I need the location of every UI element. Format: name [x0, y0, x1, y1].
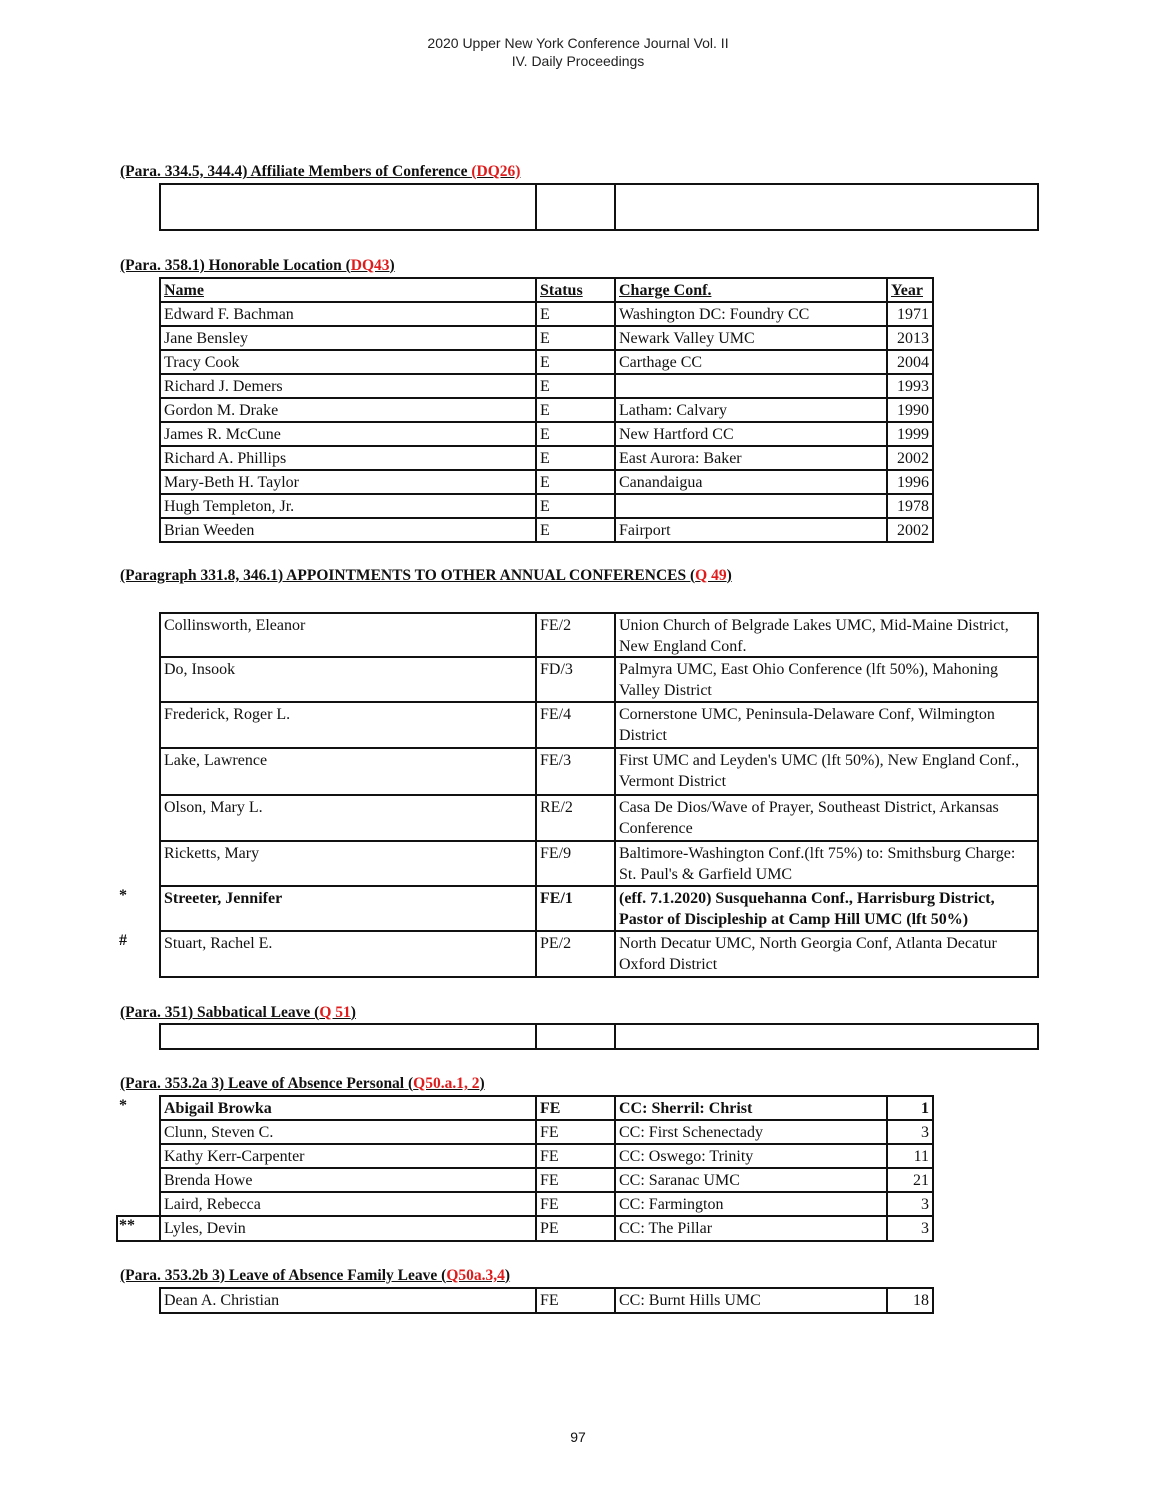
name-cell: Stuart, Rachel E. [164, 935, 273, 952]
sabbatical-table [159, 1023, 1039, 1050]
status-cell: PE [535, 1217, 614, 1241]
years-cell: 3 [886, 1217, 932, 1241]
charge-cell: Baltimore-Washington Conf.(lft 75%) to: Smithsburg Charge: St. Paul's & Garfield UMC [614, 842, 1037, 885]
status-cell: E [535, 399, 614, 421]
name-cell: Lyles, Devin [164, 1220, 246, 1237]
table-row [161, 1121, 932, 1145]
charge-cell: Washington DC: Foundry CC [614, 303, 886, 325]
table-row [161, 351, 932, 375]
row-marker: # [119, 932, 127, 949]
status-cell: E [535, 351, 614, 373]
name-cell: Kathy Kerr-Carpenter [164, 1148, 305, 1165]
year-cell: 1996 [886, 471, 932, 493]
charge-cell: CC: Farmington [614, 1193, 886, 1215]
status-cell: E [535, 471, 614, 493]
charge-cell: Palmyra UMC, East Ohio Conference (lft 50%), Mahoning Valley District [614, 658, 1037, 701]
year-cell: 1990 [886, 399, 932, 421]
table-row [161, 185, 1037, 229]
table-row [161, 796, 1037, 842]
charge-cell: CC: Saranac UMC [614, 1169, 886, 1191]
status-cell: FE/2 [535, 614, 614, 656]
table-row [161, 399, 932, 423]
name-cell: Jane Bensley [164, 330, 248, 347]
name-cell: James R. McCune [164, 426, 281, 443]
section-family-leave-title: (Para. 353.2b 3) Leave of Absence Family Leave (Q50a.3,4) [120, 1267, 511, 1284]
status-cell: FE/3 [535, 749, 614, 794]
name-cell: Hugh Templeton, Jr. [164, 498, 295, 515]
charge-cell [614, 495, 886, 517]
name-cell: Brian Weeden [164, 522, 255, 539]
row-marker: ** [119, 1217, 135, 1234]
row-marker: * [119, 887, 127, 904]
table-row [161, 1217, 932, 1241]
name-cell: Richard A. Phillips [164, 450, 287, 467]
name-cell: Collinsworth, Eleanor [164, 617, 306, 634]
charge-cell: Union Church of Belgrade Lakes UMC, Mid-Maine District, New England Conf. [614, 614, 1037, 656]
table-row [161, 519, 932, 543]
name-cell: Gordon M. Drake [164, 402, 279, 419]
status-cell: FE [535, 1097, 614, 1119]
table-row [161, 1145, 932, 1169]
name-cell: Ricketts, Mary [164, 845, 260, 862]
charge-cell: CC: Oswego: Trinity [614, 1145, 886, 1167]
journal-subtitle: IV. Daily Proceedings [511, 53, 645, 69]
year-cell: 1978 [886, 495, 932, 517]
name-cell: Mary-Beth H. Taylor [164, 474, 299, 491]
charge-cell: (eff. 7.1.2020) Susquehanna Conf., Harrisburg District, Pastor of Discipleship at Camp Hill UMC (lft 50%) [614, 887, 1037, 930]
table-row [161, 495, 932, 519]
table-row [161, 703, 1037, 749]
appointments-table [159, 612, 1039, 978]
table-row [161, 887, 1037, 932]
table-row [161, 614, 1037, 658]
status-cell: PE/2 [535, 932, 614, 976]
charge-cell: CC: First Schenectady [614, 1121, 886, 1143]
status-cell: FE [535, 1121, 614, 1143]
table-header-row [161, 279, 932, 303]
status-cell: E [535, 519, 614, 543]
status-cell: RE/2 [535, 796, 614, 840]
status-cell: E [535, 375, 614, 397]
col-header-status: Status [535, 279, 614, 301]
status-cell: FE [535, 1169, 614, 1191]
year-cell: 2002 [886, 519, 932, 543]
table-row [161, 327, 932, 351]
status-cell: FE [535, 1145, 614, 1167]
years-cell: 11 [886, 1145, 932, 1167]
status-cell: FE [535, 1289, 614, 1312]
table-row [161, 932, 1037, 976]
status-cell: E [535, 327, 614, 349]
table-row [161, 375, 932, 399]
status-cell: E [535, 303, 614, 325]
name-cell: Dean A. Christian [164, 1292, 280, 1309]
col-header-charge: Charge Conf. [614, 279, 886, 301]
year-cell: 2013 [886, 327, 932, 349]
table-row [161, 471, 932, 495]
name-cell: Edward F. Bachman [164, 306, 294, 323]
table-row [161, 1193, 932, 1217]
table-row [161, 1289, 932, 1312]
charge-cell: Fairport [614, 519, 886, 543]
honorable-location-table [159, 277, 934, 543]
name-cell: Brenda Howe [164, 1172, 253, 1189]
year-cell: 2002 [886, 447, 932, 469]
table-row [161, 658, 1037, 703]
years-cell: 3 [886, 1193, 932, 1215]
charge-cell: East Aurora: Baker [614, 447, 886, 469]
name-cell: Clunn, Steven C. [164, 1124, 274, 1141]
name-cell: Olson, Mary L. [164, 799, 263, 816]
name-cell: Richard J. Demers [164, 378, 283, 395]
name-cell: Abigail Browka [164, 1100, 272, 1117]
table-row [161, 1169, 932, 1193]
status-cell: E [535, 423, 614, 445]
years-cell: 18 [886, 1289, 932, 1312]
charge-cell: New Hartford CC [614, 423, 886, 445]
name-cell: Laird, Rebecca [164, 1196, 261, 1213]
status-cell: FE [535, 1193, 614, 1215]
name-cell: Do, Insook [164, 661, 236, 678]
affiliate-table [159, 183, 1039, 231]
family-leave-table [159, 1287, 934, 1314]
year-cell: 1971 [886, 303, 932, 325]
charge-cell: Canandaigua [614, 471, 886, 493]
status-cell: FE/9 [535, 842, 614, 885]
mark-box [116, 1215, 161, 1242]
status-cell: FE/4 [535, 703, 614, 747]
charge-cell: CC: Burnt Hills UMC [614, 1289, 886, 1312]
charge-cell: Casa De Dios/Wave of Prayer, Southeast District, Arkansas Conference [614, 796, 1037, 840]
name-cell: Streeter, Jennifer [164, 890, 283, 907]
table-row [161, 749, 1037, 796]
status-cell: E [535, 447, 614, 469]
table-row [161, 842, 1037, 887]
row-marker: * [119, 1097, 127, 1114]
years-cell: 3 [886, 1121, 932, 1143]
year-cell: 1993 [886, 375, 932, 397]
table-row [161, 447, 932, 471]
status-cell: E [535, 495, 614, 517]
table-row [161, 1097, 932, 1121]
status-cell: FE/1 [535, 887, 614, 930]
section-personal-leave-title: (Para. 353.2a 3) Leave of Absence Personal (Q50.a.1, 2) [120, 1075, 485, 1092]
charge-cell: CC: The Pillar [614, 1217, 886, 1241]
section-appointments-title: (Paragraph 331.8, 346.1) APPOINTMENTS TO OTHER ANNUAL CONFERENCES (Q 49) [120, 567, 732, 584]
status-cell: FD/3 [535, 658, 614, 701]
charge-cell: Latham: Calvary [614, 399, 886, 421]
page-number: 97 [570, 1429, 586, 1445]
name-cell: Lake, Lawrence [164, 752, 268, 769]
table-row [161, 303, 932, 327]
section-affiliate-title: (Para. 334.5, 344.4) Affiliate Members of Conference (DQ26) [120, 163, 521, 180]
charge-cell: CC: Sherril: Christ [614, 1097, 886, 1119]
name-cell: Frederick, Roger L. [164, 706, 291, 723]
charge-cell: First UMC and Leyden's UMC (lft 50%), New England Conf., Vermont District [614, 749, 1037, 794]
table-row [161, 423, 932, 447]
charge-cell: Newark Valley UMC [614, 327, 886, 349]
year-cell: 2004 [886, 351, 932, 373]
years-cell: 1 [886, 1097, 932, 1119]
col-header-year: Year [886, 279, 932, 301]
section-sabbatical-title: (Para. 351) Sabbatical Leave (Q 51) [120, 1004, 356, 1021]
table-row [161, 1025, 1037, 1048]
charge-cell: Cornerstone UMC, Peninsula-Delaware Conf, Wilmington District [614, 703, 1037, 747]
charge-cell [614, 375, 886, 397]
charge-cell: North Decatur UMC, North Georgia Conf, Atlanta Decatur Oxford District [614, 932, 1037, 976]
section-honorable-title: (Para. 358.1) Honorable Location (DQ43) [120, 257, 395, 274]
years-cell: 21 [886, 1169, 932, 1191]
journal-title: 2020 Upper New York Conference Journal Vol. II [427, 35, 729, 51]
col-header-name: Name [164, 282, 204, 299]
charge-cell: Carthage CC [614, 351, 886, 373]
year-cell: 1999 [886, 423, 932, 445]
name-cell: Tracy Cook [164, 354, 240, 371]
personal-leave-table [159, 1095, 934, 1242]
